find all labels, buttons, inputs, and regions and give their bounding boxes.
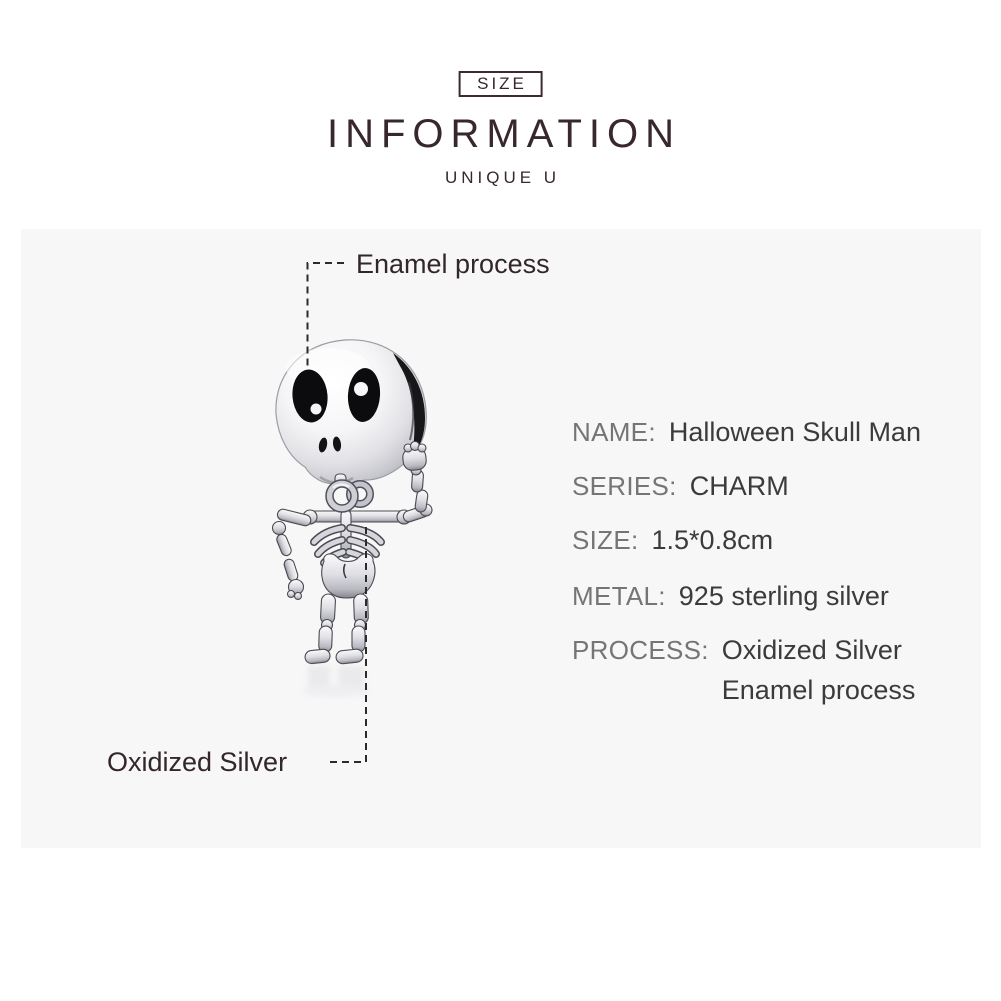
skull-charm-image — [250, 330, 450, 730]
spec-row-metal — [572, 580, 889, 612]
spec-value-series: CHARM — [689, 471, 789, 501]
callout-oxidized-silver: Oxidized Silver — [107, 747, 288, 777]
size-badge — [458, 71, 543, 97]
spec-label-process: PROCESS: — [572, 635, 709, 665]
brand-subtitle: UNIQUE U — [444, 168, 561, 187]
skeleton-body — [273, 508, 412, 664]
spec-value-process-line2: Enamel process — [721, 675, 916, 705]
spec-value-name: Halloween Skull Man — [668, 417, 921, 447]
spec-label-metal: METAL: — [572, 581, 666, 611]
spec-row-name — [572, 416, 921, 448]
charm-reflection — [302, 666, 370, 697]
spec-value-size: 1.5*0.8cm — [651, 525, 774, 555]
spec-value-process — [722, 634, 916, 706]
callout-enamel-process: Enamel process — [356, 249, 550, 279]
spec-value-metal: 925 sterling silver — [678, 581, 889, 611]
page-title: INFORMATION — [326, 112, 681, 156]
size-badge-label: SIZE — [477, 74, 527, 93]
spec-value-process-line1: Oxidized Silver — [721, 635, 902, 665]
spec-label-size: SIZE: — [572, 525, 639, 555]
spec-label-name: NAME: — [572, 417, 656, 447]
spec-row-series — [572, 470, 789, 502]
skull-icon — [276, 340, 426, 488]
spec-label-series: SERIES: — [572, 471, 677, 501]
skeleton-right-arm — [402, 442, 432, 524]
spec-row-process — [572, 634, 915, 706]
spec-row-size — [572, 524, 773, 556]
